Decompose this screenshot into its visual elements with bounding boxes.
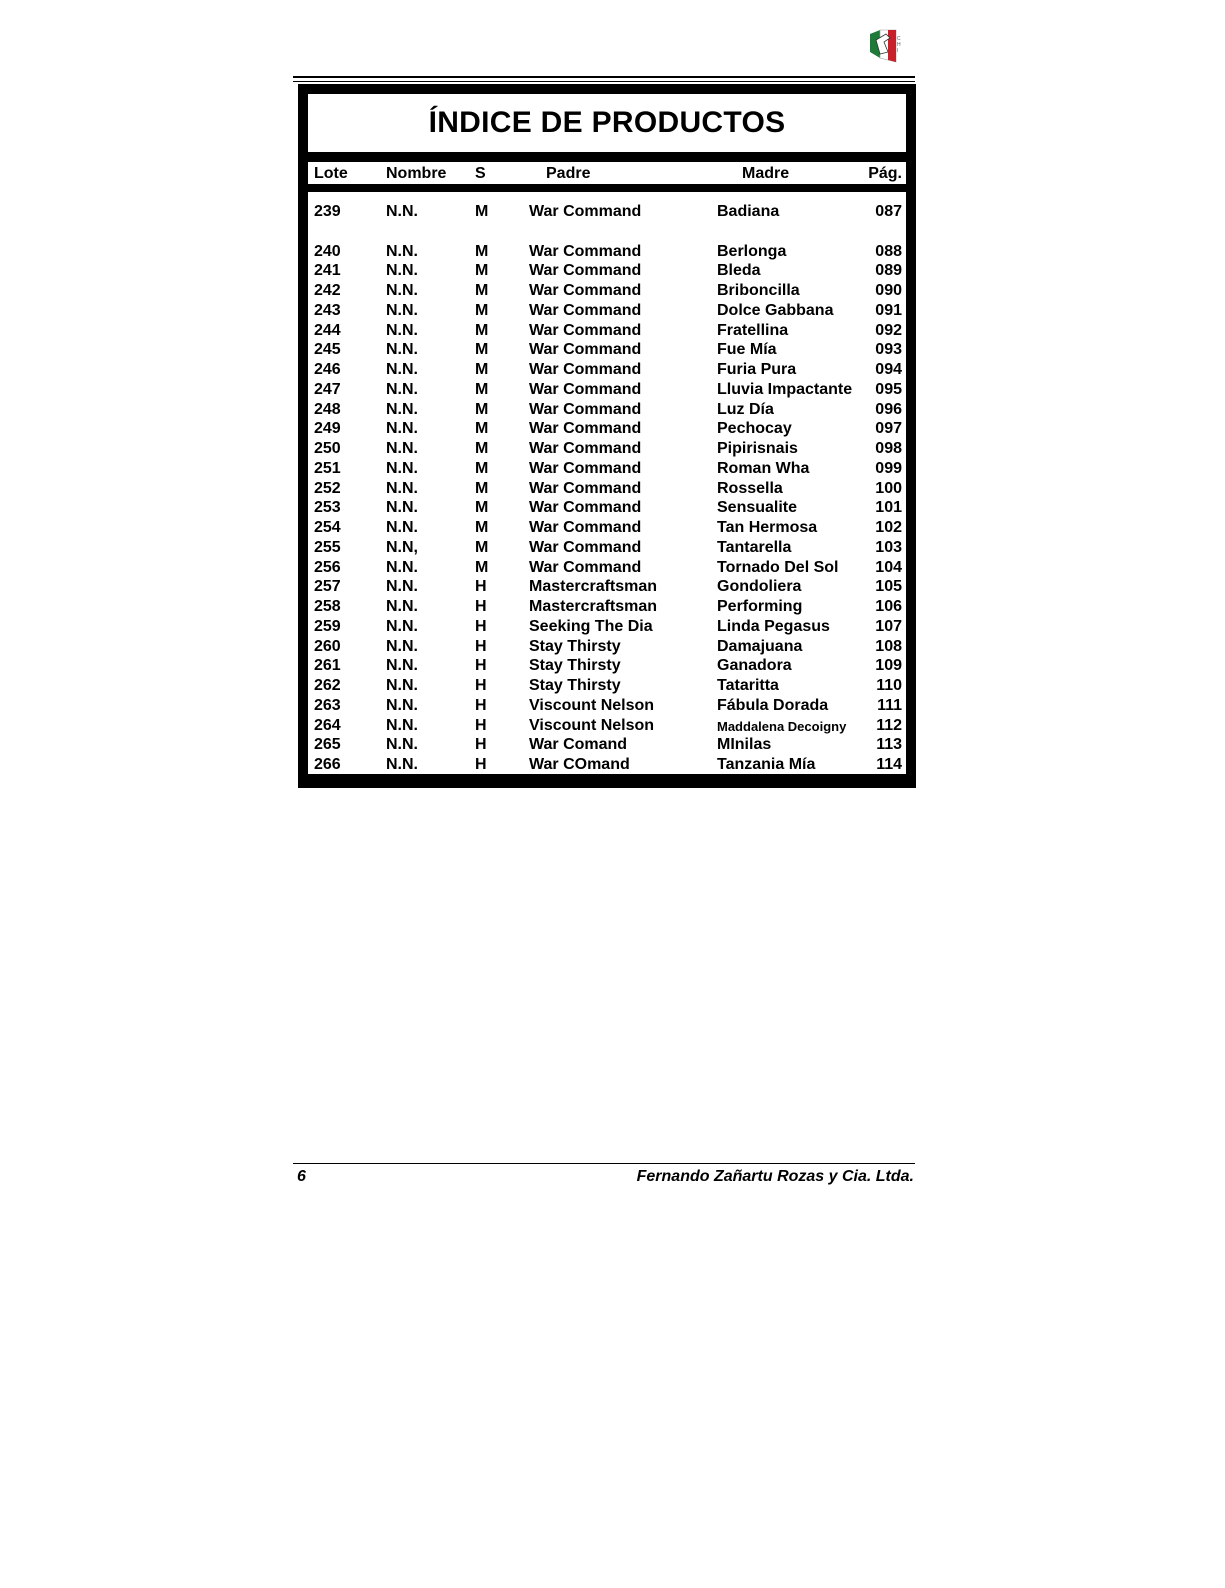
cell-pag: 091 bbox=[875, 301, 902, 319]
cell-madre: Performing bbox=[717, 598, 803, 615]
cell-nombre: N.N. bbox=[386, 657, 418, 675]
cell-pag: 088 bbox=[875, 242, 902, 260]
cell-nombre: N.N. bbox=[386, 459, 418, 477]
cell-s: H bbox=[475, 617, 487, 635]
cell-s: M bbox=[475, 380, 489, 398]
product-index-frame bbox=[298, 84, 916, 788]
cell-padre: War Command bbox=[529, 499, 642, 517]
cell-padre: War Command bbox=[529, 242, 642, 260]
cell-lote: 257 bbox=[314, 578, 341, 596]
cell-nombre: N.N. bbox=[386, 519, 418, 536]
cell-madre: Fratellina bbox=[717, 321, 789, 339]
cell-padre: War Command bbox=[529, 380, 642, 398]
cell-madre: Pechocay bbox=[717, 420, 792, 438]
cell-pag: 109 bbox=[875, 657, 902, 675]
cell-nombre: N.N. bbox=[386, 598, 418, 615]
cell-madre: Fábula Dorada bbox=[717, 696, 829, 714]
cell-madre: Roman Wha bbox=[717, 459, 810, 477]
cell-padre: War Command bbox=[529, 420, 642, 438]
cell-s: M bbox=[475, 203, 489, 220]
cell-lote: 254 bbox=[314, 519, 341, 536]
cell-lote: 248 bbox=[314, 400, 341, 418]
cell-lote: 262 bbox=[314, 677, 341, 694]
cell-s: H bbox=[475, 637, 487, 655]
cell-s: H bbox=[475, 578, 487, 596]
table-row bbox=[308, 597, 906, 617]
cell-nombre: N.N. bbox=[386, 341, 418, 359]
cell-padre: War Command bbox=[529, 301, 642, 319]
cell-pag: 112 bbox=[876, 716, 902, 734]
table-row bbox=[308, 242, 906, 262]
cell-nombre: N.N. bbox=[386, 696, 418, 714]
cell-nombre: N.N. bbox=[386, 578, 418, 596]
cell-nombre: N.N. bbox=[386, 558, 418, 576]
cell-madre: Fue Mía bbox=[717, 341, 777, 359]
cell-madre: Rossella bbox=[717, 479, 783, 497]
cell-nombre: N.N. bbox=[386, 756, 418, 773]
cell-padre: War Command bbox=[529, 558, 642, 576]
cell-padre: War Command bbox=[529, 459, 642, 477]
cell-s: M bbox=[475, 479, 489, 497]
cell-padre: Mastercraftsman bbox=[529, 598, 658, 615]
cell-madre: Maddalena Decoigny bbox=[717, 718, 847, 734]
cell-lote: 243 bbox=[314, 301, 341, 319]
cell-s: M bbox=[475, 420, 489, 438]
cell-pag: 092 bbox=[875, 321, 902, 339]
cell-s: H bbox=[475, 657, 487, 675]
cell-padre: War Command bbox=[529, 282, 642, 299]
cell-madre: Damajuana bbox=[717, 637, 803, 655]
cell-madre: Pipirisnais bbox=[717, 440, 798, 457]
cell-s: H bbox=[475, 716, 487, 734]
cell-s: M bbox=[475, 262, 489, 280]
column-header-pag: Pág. bbox=[868, 165, 902, 182]
cell-nombre: N.N. bbox=[386, 479, 418, 497]
cell-s: M bbox=[475, 282, 489, 299]
cell-padre: War Command bbox=[529, 479, 642, 497]
cell-madre: Briboncilla bbox=[717, 282, 800, 299]
page-title: ÍNDICE DE PRODUCTOS bbox=[428, 106, 786, 139]
table-row bbox=[308, 637, 906, 657]
table-row bbox=[308, 261, 906, 281]
cell-lote: 252 bbox=[314, 479, 341, 497]
cell-pag: 090 bbox=[875, 282, 902, 299]
cell-s: H bbox=[475, 756, 487, 773]
cell-padre: Viscount Nelson bbox=[529, 696, 655, 714]
horse-head-logo-icon bbox=[866, 28, 906, 64]
cell-nombre: N.N. bbox=[386, 420, 418, 438]
cell-lote: 266 bbox=[314, 756, 341, 773]
table-row bbox=[308, 479, 906, 499]
cell-s: M bbox=[475, 242, 489, 260]
table-row bbox=[308, 498, 906, 518]
cell-s: H bbox=[475, 598, 487, 615]
table-row bbox=[308, 380, 906, 400]
cell-pag: 110 bbox=[876, 677, 902, 694]
cell-madre: Badiana bbox=[717, 203, 780, 220]
table-row bbox=[308, 656, 906, 676]
cell-pag: 095 bbox=[875, 380, 902, 398]
cell-madre: Ganadora bbox=[717, 657, 792, 675]
table-row bbox=[308, 577, 906, 597]
cell-s: M bbox=[475, 301, 489, 319]
table-row bbox=[308, 439, 906, 459]
table-row bbox=[308, 696, 906, 716]
table-row bbox=[308, 459, 906, 479]
cell-nombre: N.N. bbox=[386, 677, 418, 694]
footer-rule bbox=[293, 1163, 915, 1164]
column-header-madre: Madre bbox=[742, 165, 790, 182]
cell-s: M bbox=[475, 341, 489, 359]
cell-padre: Stay Thirsty bbox=[529, 657, 621, 675]
cell-s: M bbox=[475, 499, 489, 517]
cell-madre: Sensualite bbox=[717, 499, 798, 517]
table-row bbox=[308, 538, 906, 558]
cell-nombre: N.N. bbox=[386, 262, 418, 280]
cell-padre: War Command bbox=[529, 361, 642, 378]
cell-nombre: N.N. bbox=[386, 736, 418, 754]
table-row bbox=[308, 321, 906, 341]
cell-nombre: N.N. bbox=[386, 361, 418, 378]
cell-padre: Stay Thirsty bbox=[529, 677, 621, 694]
cell-pag: 093 bbox=[875, 341, 902, 359]
cell-pag: 097 bbox=[875, 420, 902, 438]
svg-text:C: C bbox=[897, 36, 901, 42]
cell-lote: 263 bbox=[314, 696, 341, 714]
cell-lote: 251 bbox=[314, 459, 341, 477]
cell-pag: 094 bbox=[875, 361, 902, 378]
cell-madre: Lluvia Impactante bbox=[717, 380, 853, 398]
table-row bbox=[308, 281, 906, 301]
cell-lote: 245 bbox=[314, 341, 341, 359]
company-name: Fernando Zañartu Rozas y Cia. Ltda. bbox=[636, 1168, 914, 1185]
page-number: 6 bbox=[297, 1168, 306, 1185]
table-row bbox=[308, 301, 906, 321]
table-row bbox=[308, 202, 906, 222]
cell-nombre: N.N. bbox=[386, 440, 418, 457]
cell-lote: 265 bbox=[314, 736, 341, 754]
cell-padre: Stay Thirsty bbox=[529, 637, 621, 655]
table-row bbox=[308, 755, 906, 775]
cell-s: M bbox=[475, 361, 489, 378]
cell-lote: 250 bbox=[314, 440, 341, 457]
cell-lote: 255 bbox=[314, 538, 341, 556]
cell-lote: 240 bbox=[314, 242, 341, 260]
cell-pag: 111 bbox=[877, 696, 902, 714]
cell-pag: 096 bbox=[875, 400, 902, 418]
cell-lote: 256 bbox=[314, 558, 341, 576]
cell-pag: 114 bbox=[876, 756, 902, 773]
cell-lote: 247 bbox=[314, 380, 341, 398]
cell-padre: War Command bbox=[529, 203, 642, 220]
cell-pag: 099 bbox=[875, 459, 902, 477]
cell-lote: 253 bbox=[314, 499, 341, 517]
cell-s: M bbox=[475, 321, 489, 339]
cell-madre: Tataritta bbox=[717, 677, 779, 694]
cell-lote: 260 bbox=[314, 637, 341, 655]
column-header-padre: Padre bbox=[546, 165, 591, 182]
cell-madre: Gondoliera bbox=[717, 578, 802, 596]
cell-lote: 264 bbox=[314, 716, 341, 734]
cell-pag: 113 bbox=[876, 736, 902, 754]
cell-s: M bbox=[475, 519, 489, 536]
cell-nombre: N.N. bbox=[386, 716, 418, 734]
cell-padre: Mastercraftsman bbox=[529, 578, 658, 596]
column-header-nombre: Nombre bbox=[386, 165, 447, 182]
cell-padre: War Comand bbox=[529, 736, 628, 754]
cell-nombre: N.N. bbox=[386, 321, 418, 339]
table-row bbox=[308, 676, 906, 696]
cell-pag: 105 bbox=[875, 578, 902, 596]
cell-nombre: N.N. bbox=[386, 282, 418, 299]
cell-pag: 089 bbox=[875, 262, 902, 280]
cell-madre: Dolce Gabbana bbox=[717, 301, 834, 319]
table-row bbox=[308, 419, 906, 439]
cell-nombre: N.N. bbox=[386, 301, 418, 319]
svg-text:I: I bbox=[897, 48, 899, 54]
cell-nombre: N.N. bbox=[386, 637, 418, 655]
cell-nombre: N.N. bbox=[386, 203, 418, 220]
cell-s: M bbox=[475, 459, 489, 477]
cell-s: M bbox=[475, 400, 489, 418]
cell-padre: War Command bbox=[529, 400, 642, 418]
cell-padre: War Command bbox=[529, 519, 642, 536]
cell-lote: 249 bbox=[314, 420, 341, 438]
cell-padre: War Command bbox=[529, 262, 642, 280]
cell-s: H bbox=[475, 696, 487, 714]
cell-lote: 259 bbox=[314, 617, 341, 635]
cell-lote: 241 bbox=[314, 262, 341, 280]
cell-nombre: N.N. bbox=[386, 380, 418, 398]
cell-pag: 107 bbox=[875, 617, 902, 635]
header-rule bbox=[293, 76, 915, 82]
cell-s: M bbox=[475, 558, 489, 576]
cell-lote: 258 bbox=[314, 598, 341, 615]
table-row bbox=[308, 518, 906, 538]
column-header-lote: Lote bbox=[314, 165, 348, 182]
table-row bbox=[308, 617, 906, 637]
cell-lote: 244 bbox=[314, 321, 341, 339]
table-header bbox=[308, 162, 906, 186]
cell-pag: 104 bbox=[875, 558, 902, 576]
cell-madre: Tan Hermosa bbox=[717, 519, 818, 536]
cell-padre: War Command bbox=[529, 341, 642, 359]
cell-nombre: N.N, bbox=[386, 538, 418, 556]
cell-pag: 087 bbox=[875, 203, 902, 220]
table-row bbox=[308, 558, 906, 578]
cell-padre: Seeking The Dia bbox=[529, 617, 653, 635]
cell-pag: 101 bbox=[875, 499, 902, 517]
cell-madre: Bleda bbox=[717, 262, 761, 280]
table-row bbox=[308, 340, 906, 360]
cell-padre: Viscount Nelson bbox=[529, 716, 655, 734]
cell-madre: Tantarella bbox=[717, 538, 792, 556]
cell-madre: MInilas bbox=[717, 736, 772, 754]
cell-padre: War Command bbox=[529, 440, 642, 457]
cell-padre: War Command bbox=[529, 538, 642, 556]
cell-s: H bbox=[475, 677, 487, 694]
column-header-s: S bbox=[475, 165, 486, 182]
cell-s: H bbox=[475, 736, 487, 754]
cell-lote: 261 bbox=[314, 657, 341, 675]
svg-text:H: H bbox=[897, 42, 901, 48]
cell-nombre: N.N. bbox=[386, 499, 418, 517]
cell-lote: 246 bbox=[314, 361, 341, 378]
cell-s: M bbox=[475, 538, 489, 556]
table-row bbox=[308, 735, 906, 755]
cell-nombre: N.N. bbox=[386, 617, 418, 635]
cell-s: M bbox=[475, 440, 489, 457]
cell-lote: 239 bbox=[314, 203, 341, 220]
cell-lote: 242 bbox=[314, 282, 341, 299]
cell-padre: War COmand bbox=[529, 756, 630, 773]
cell-madre: Luz Día bbox=[717, 400, 774, 418]
cell-madre: Linda Pegasus bbox=[717, 617, 830, 635]
cell-nombre: N.N. bbox=[386, 242, 418, 260]
cell-pag: 108 bbox=[875, 637, 902, 655]
cell-pag: 102 bbox=[875, 519, 902, 536]
table-row bbox=[308, 716, 906, 736]
cell-pag: 100 bbox=[875, 479, 902, 497]
cell-madre: Tornado Del Sol bbox=[717, 558, 839, 576]
table-row bbox=[308, 360, 906, 380]
cell-madre: Furia Pura bbox=[717, 361, 797, 378]
cell-padre: War Command bbox=[529, 321, 642, 339]
cell-nombre: N.N. bbox=[386, 400, 418, 418]
cell-pag: 106 bbox=[875, 598, 902, 615]
cell-madre: Berlonga bbox=[717, 242, 787, 260]
table-row bbox=[308, 400, 906, 420]
cell-madre: Tanzania Mía bbox=[717, 756, 816, 773]
cell-pag: 098 bbox=[875, 440, 902, 457]
cell-pag: 103 bbox=[875, 538, 902, 556]
